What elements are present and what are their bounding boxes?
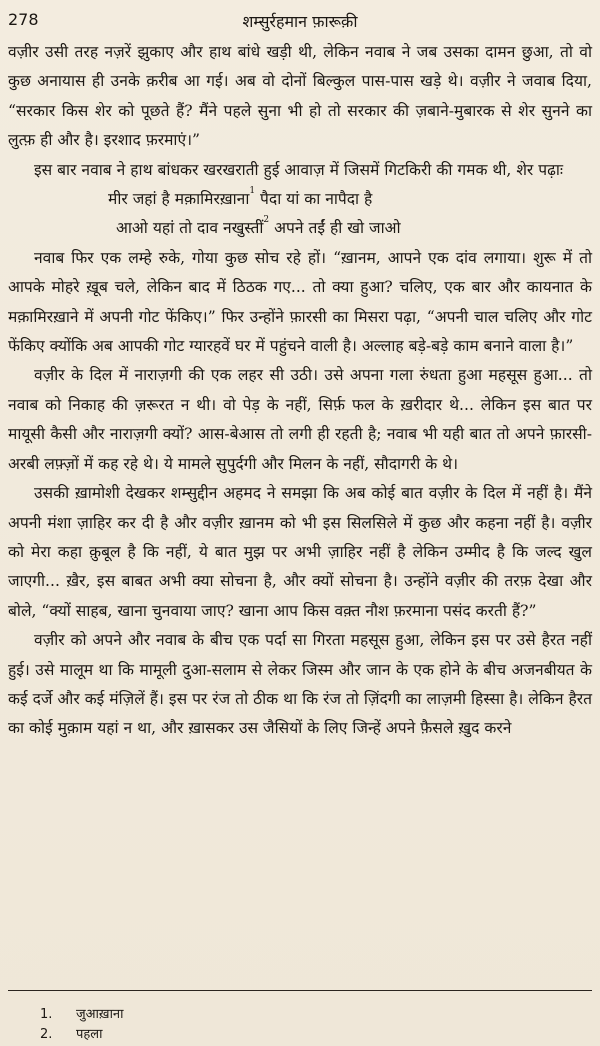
footnote-divider <box>8 990 592 991</box>
verse-line-1-text-b: पैदा यां का नापैदा है <box>255 190 373 209</box>
footnote-1 <box>40 1005 124 1025</box>
page-number: 278 <box>8 10 39 29</box>
verse-line-1-text-a: मीर जहां है मक़ामिरख़ाना <box>108 190 250 209</box>
footnote-marker-2: 2 <box>263 215 270 226</box>
page-header <box>8 8 592 34</box>
running-title: शम्सुर्रहमान फ़ारूक़ी <box>242 12 358 31</box>
footnote-2 <box>40 1025 124 1045</box>
body-text <box>8 38 592 988</box>
paragraph-6: वज़ीर को अपने और नवाब के बीच एक पर्दा सा गिरता महसूस हुआ, लेकिन इस पर उसे हैरत नहीं हुई। उसे मालूम था कि मामूली दुआ-सलाम से लेकर जिस्म और जान के एक होने के बीच अजनबीयत के कई दर्जे और कई मंज़िलें हैं। इस पर रंज तो ठीक था कि रंज तो ज़िंदगी का लाज़मी हिस्सा है। लेकिन हैरत का कोई मुक़ाम यहां न था, और ख़ासकर उस जैसियों के लिए जिन्हें अपने फ़ैसले ख़ुद करने <box>8 631 592 738</box>
footnote-1-number: 1. <box>40 1007 53 1022</box>
verse-line-2 <box>8 214 592 243</box>
verse-line-1 <box>8 185 592 214</box>
footnote-2-number: 2. <box>40 1027 53 1042</box>
paragraph-5: उसकी ख़ामोशी देखकर शम्सुद्दीन अहमद ने समझा कि अब कोई बात वज़ीर के दिल में नहीं है। मैंने अपनी मंशा ज़ाहिर कर दी है और वज़ीर ख़ानम को भी इस सिलसिले में कुछ और कहना नहीं है। वज़ीर को मेरा कहा क़ुबूल है कि नहीं, ये बात मुझ पर अभी ज़ाहिर नहीं है लेकिन उम्मीद है कि जल्द खुल जाएगी... ख़ैर, इस बाबत अभी क्या सोचना है, और क्यों सोचना है। उन्होंने वज़ीर की तरफ़ देखा और बोले, “क्यों साहब, खाना चुनवाया जाए? खाना आप किस वक़्त नौश फ़रमाना पसंद करती हैं?” <box>8 484 592 620</box>
paragraph-4: वज़ीर के दिल में नाराज़गी की एक लहर सी उठी। उसे अपना गला रुंधता हुआ महसूस हुआ... तो नवाब को निकाह की ज़रूरत न थी। वो पेड़ के नहीं, सिर्फ़ फल के ख़रीदार थे... लेकिन इस बात पर मायूसी कैसी और नाराज़गी क्यों? आस-बेआस तो लगी ही रहती है; नवाब भी यही बात तो अपने फ़ारसी-अरबी लफ़्ज़ों में कह रहे थे। ये मामले सुपुर्दगी और मिलन के नहीं, सौदागरी के थे। <box>8 366 592 473</box>
footnote-2-text: पहला <box>76 1027 103 1042</box>
footnotes <box>40 1005 124 1045</box>
verse-line-2-text-a: आओ यहां तो दाव नखुस्तीं <box>116 219 264 238</box>
verse-line-2-text-b: अपने तईं ही खो जाओ <box>269 219 401 238</box>
footnote-marker-1: 1 <box>249 186 256 197</box>
paragraph-2: इस बार नवाब ने हाथ बांधकर खरखराती हुई आवाज़ में जिसमें गिटकिरी की गमक थी, शेर पढ़ाः <box>34 160 564 179</box>
paragraph-1: वज़ीर उसी तरह नज़रें झुकाए और हाथ बांधे खड़ी थी, लेकिन नवाब ने जब उसका दामन छुआ, तो वो कुछ अनायास ही उनके क़रीब आ गई। अब वो दोनों बिल्कुल पास-पास खड़े थे। वज़ीर ने जवाब दिया, “सरकार किस शेर को पूछते हैं? मैंने पहले सुना भी हो तो सरकार की ज़बाने-मुबारक से शेर सुनने का लुत्फ़ ही और है। इरशाद फ़रमाएं।” <box>8 43 592 150</box>
paragraph-3: नवाब फिर एक लम्हे रुके, गोया कुछ सोच रहे हों। “ख़ानम, आपने एक दांव लगाया। शुरू में तो आपके मोहरे ख़ूब चले, लेकिन बाद में ठिठक गए... तो क्या हुआ? चलिए, एक बार और कायनात के मक़ामिरख़ाने में अपनी गोट फेंकिए।” फिर उन्होंने फ़ारसी का मिसरा पढ़ा, “अपनी चाल चलिए और गोट फेंकिए क्योंकि अब आपकी गोट ग्यारहवें घर में पहुंचने वाली है। अल्लाह बड़े-बड़े काम बनाने वाला है।” <box>8 248 592 356</box>
footnote-1-text: जुआख़ाना <box>76 1007 124 1022</box>
